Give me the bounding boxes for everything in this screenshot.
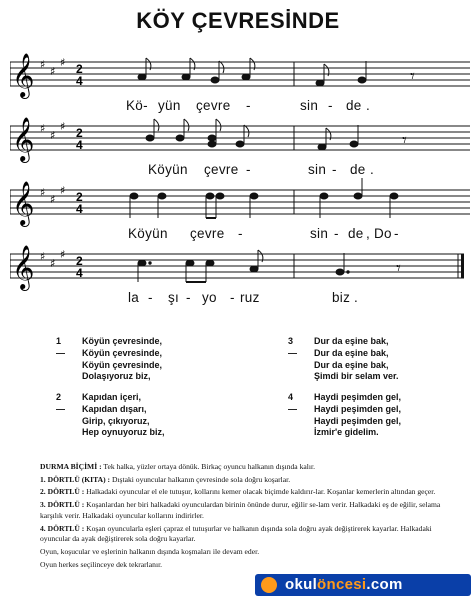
syllable: ruz — [240, 290, 260, 305]
staff-system-1 — [10, 44, 470, 113]
verse-line: Kapıdan içeri, — [82, 392, 142, 402]
syllable: de — [348, 226, 364, 241]
staff-1 — [10, 44, 470, 100]
time-signature-top: 2 — [76, 126, 83, 140]
song-title: KÖY ÇEVRESİNDE — [136, 8, 340, 33]
syllable: - — [148, 290, 153, 305]
instruction-text: Halkadaki oyuncular el ele tutuşur, kollarını kemer olacak biçimde kaldırır-lar. Koşanlar kemerlerin altından geçer. — [86, 487, 436, 497]
treble-clef-icon: 𝄞 — [12, 53, 35, 97]
final-barline — [461, 254, 464, 278]
sharp-icon: ♯ — [40, 186, 46, 199]
syllable: - — [186, 290, 191, 305]
treble-clef-icon: 𝄞 — [12, 117, 35, 161]
instruction-label: 4. DÖRTLÜ : — [40, 523, 85, 533]
instruction-label: DURMA BİÇİMİ : — [40, 462, 102, 471]
syllable: - — [246, 162, 251, 177]
syllable: - — [246, 98, 251, 113]
syllable: - — [238, 226, 243, 241]
instruction-text: Oyun, koşucular ve eşlerinin halkanın dışında koşmaları ile devam eder. — [40, 546, 260, 556]
syllable: Do — [374, 226, 392, 241]
syllable: , — [366, 226, 371, 241]
verse-line: Köyün çevresinde, — [82, 336, 163, 346]
instructions — [40, 462, 444, 572]
watermark-accent: öncesi — [317, 576, 367, 593]
syllable: çevre — [204, 162, 239, 177]
verse-line: Köyün çevresinde, — [82, 347, 163, 358]
staff-system-4 — [10, 236, 470, 305]
sharp-icon: ♯ — [50, 257, 56, 270]
sharp-icon: ♯ — [50, 129, 56, 142]
watermark-suffix: .com — [366, 576, 403, 593]
sharp-icon: ♯ — [60, 248, 66, 261]
verse-line: İzmir'e gidelim. — [314, 427, 379, 438]
instruction-text: Koşan oyuncularla eşleri çapraz el tutuşurlar ve halkanın dışında sola doğru ayak değiştirerek kayarlar. Halkadaki oyuncular da ayak değiştirerek sola doğru kayarlar. — [40, 523, 432, 544]
syllable: yün — [158, 98, 181, 113]
time-signature-top: 2 — [76, 62, 83, 76]
syllable: sin — [310, 226, 329, 241]
treble-clef-icon: 𝄞 — [12, 245, 35, 289]
instruction-text: Dıştaki oyuncular halkanın çevresinde sola doğru koşarlar. — [111, 474, 291, 484]
instruction-label: 2. DÖRTLÜ : — [40, 487, 85, 497]
instruction-label: 3. DÖRTLÜ : — [40, 500, 85, 510]
verse-line: Haydi peşimden gel, — [314, 403, 402, 414]
sharp-icon: ♯ — [60, 56, 66, 69]
instruction-paragraph — [40, 524, 444, 545]
instruction-paragraph — [40, 475, 444, 486]
instruction-text: Tek halka, yüzler ortaya dönük. Birkaç oyuncu halkanın dışında kalır. — [103, 462, 315, 471]
verse-line: Kapıdan dışarı, — [82, 403, 147, 414]
syllable: . — [366, 98, 371, 113]
verse-line: Şimdi bir selam ver. — [314, 371, 399, 382]
verse-line: Haydi peşimden gel, — [314, 392, 402, 402]
time-signature-bottom: 4 — [76, 74, 83, 88]
watermark-text — [285, 576, 403, 593]
verse-line: Köyün çevresinde, — [82, 359, 163, 370]
sharp-icon: ♯ — [50, 193, 56, 206]
verse-line: Dur da eşine bak, — [314, 336, 389, 346]
time-signature-top: 2 — [76, 190, 83, 204]
staff-3 — [10, 172, 470, 228]
syllable: la — [128, 290, 140, 305]
instruction-paragraph — [40, 462, 444, 473]
treble-clef-icon: 𝄞 — [12, 181, 35, 225]
verse-line: Dur da eşine bak, — [314, 347, 389, 358]
syllable: çevre — [196, 98, 231, 113]
watermark-main: okul — [285, 576, 318, 593]
syllable: de — [350, 162, 366, 177]
watermark-badge — [255, 574, 471, 596]
instruction-paragraph — [40, 547, 444, 558]
verse-number: 3 — — [288, 336, 297, 358]
sharp-icon: ♯ — [40, 250, 46, 263]
staff-system-2 — [10, 108, 470, 177]
staff-2 — [10, 108, 470, 164]
instruction-text: Oyun herkes seçilinceye dek tekrarlanır. — [40, 559, 163, 569]
sharp-icon: ♯ — [40, 58, 46, 71]
syllable: de — [346, 98, 362, 113]
syllable: Köyün — [128, 226, 168, 241]
instruction-text: Koşanlardan her biri halkadaki oyunculardan birinin önünde durur, eğilir se-lam verir. Halkadaki eş de eğilir, selama karşılık verir. Halkadaki oyuncular kollarını indirirler. — [40, 500, 441, 520]
time-signature-top: 2 — [76, 254, 83, 268]
syllable: biz — [332, 290, 351, 305]
syllable: - — [334, 226, 339, 241]
syllable: Köyün — [148, 162, 188, 177]
time-signature-bottom: 4 — [76, 266, 83, 280]
staff-system-3 — [10, 172, 470, 241]
watermark-logo-icon — [261, 577, 277, 593]
sharp-icon: ♯ — [40, 122, 46, 135]
verse-line: Haydi peşimden gel, — [314, 415, 402, 426]
verse-line: Hep oynuyoruz biz, — [82, 427, 165, 438]
syllable: çevre — [190, 226, 225, 241]
syllable: . — [354, 290, 359, 305]
eighth-rest-icon: 𝄾 — [396, 258, 401, 279]
instruction-paragraph — [40, 500, 444, 521]
syllable: . — [370, 162, 375, 177]
syllable: - — [394, 226, 399, 241]
verse-number: 2 — — [56, 392, 65, 414]
verse-line: Dur da eşine bak, — [314, 359, 389, 370]
syllable: sin — [300, 98, 319, 113]
verse-line: Girip, çıkıyoruz, — [82, 415, 150, 426]
syllable: Kö- — [126, 98, 148, 113]
syllable: şı — [168, 290, 180, 305]
instruction-paragraph — [40, 560, 444, 571]
verse-line: Dolaşıyoruz biz, — [82, 371, 151, 382]
sharp-icon: ♯ — [50, 65, 56, 78]
syllable: - — [332, 162, 337, 177]
eighth-rest-icon: 𝄾 — [402, 130, 407, 151]
instruction-label: 1. DÖRTLÜ (KITA) : — [40, 474, 111, 484]
verse-number: 1 — — [56, 336, 65, 358]
sharp-icon: ♯ — [60, 120, 66, 133]
lyric-line-4 — [10, 290, 470, 308]
instruction-paragraph — [40, 487, 444, 498]
verse-number: 4 — — [288, 392, 297, 414]
time-signature-bottom: 4 — [76, 138, 83, 152]
syllable: sin — [308, 162, 327, 177]
syllable: yo — [202, 290, 217, 305]
syllable: - — [230, 290, 235, 305]
time-signature-bottom: 4 — [76, 202, 83, 216]
eighth-rest-icon: 𝄾 — [410, 66, 415, 87]
sharp-icon: ♯ — [60, 184, 66, 197]
staff-4 — [10, 236, 470, 292]
syllable: - — [328, 98, 333, 113]
